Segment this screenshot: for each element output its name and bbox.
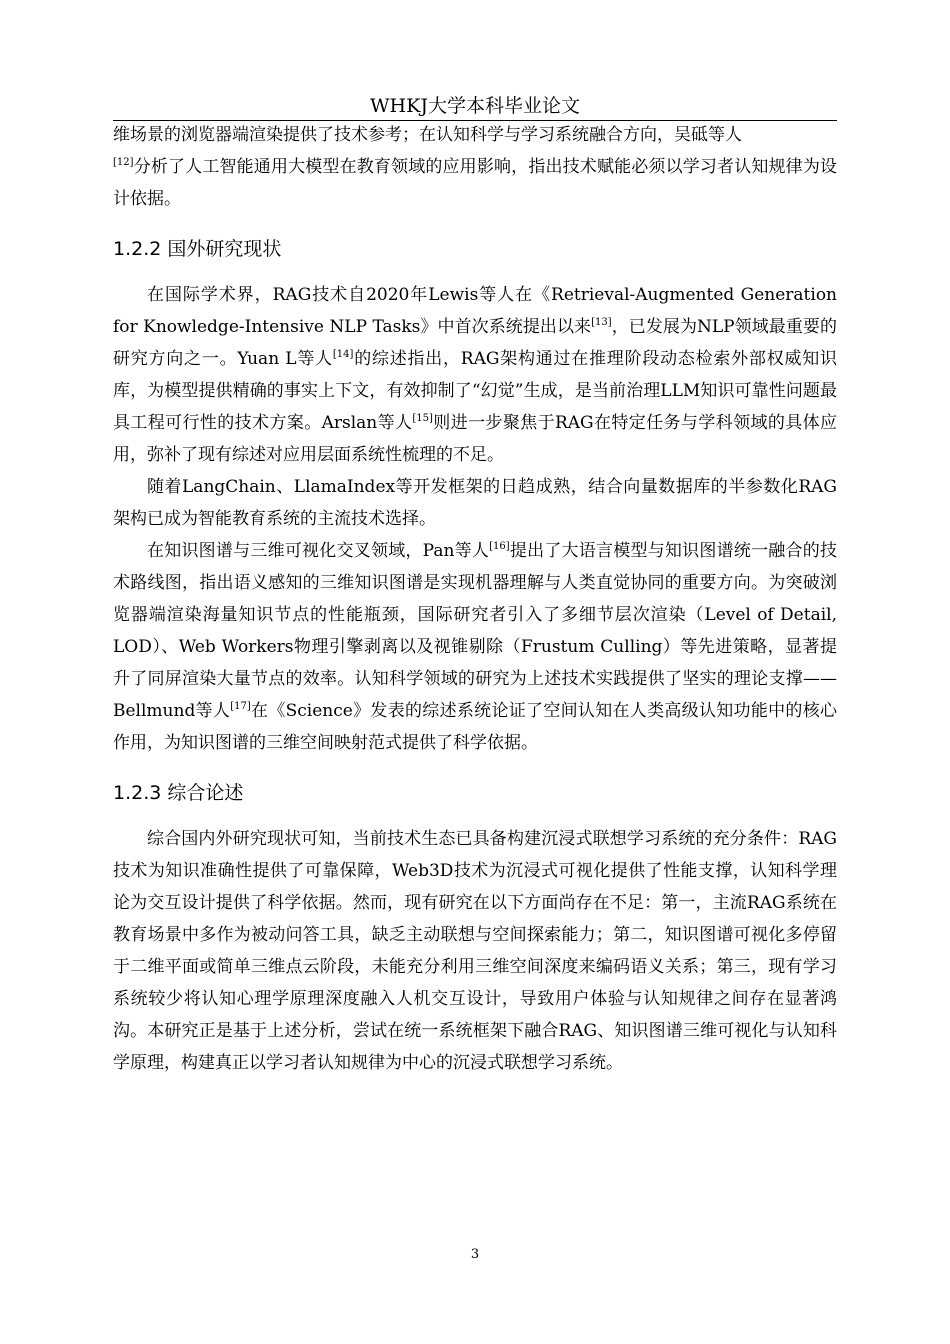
text-run: 的综述指出，RAG架构通过在推理阶段动态检索外部权威知识库，为模型提供精确的事实上下文，有效抑制了“幻觉”生成，是当前治理LLM知识可靠性问题最具工程可行性的技术方案。Arslan等人 <box>113 349 837 433</box>
section-heading-1-2-2: 1.2.2 国外研究现状 <box>113 238 282 260</box>
page-header: WHKJ大学本科毕业论文 <box>113 92 837 121</box>
paragraph-rag-overview <box>113 279 837 471</box>
citation-12: [12] <box>113 157 134 168</box>
citation-17: [17] <box>230 701 251 712</box>
paragraph-frameworks: 随着LangChain、LlamaIndex等开发框架的日趋成熟，结合向量数据库的半参数化RAG架构已成为智能教育系统的主流技术选择。 <box>113 477 837 529</box>
text-run: 维场景的浏览器端渲染提供了技术参考；在认知科学与学习系统融合方向，吴砥等人 <box>113 125 742 145</box>
text-run: 提出了大语言模型与知识图谱统一融合的技术路线图，指出语义感知的三维知识图谱是实现机器理解与人类直觉协同的重要方向。为突破浏览器端渲染海量知识节点的性能瓶颈，国际研究者引入了多细节层次渲染（Level of Detail, LOD）、Web Workers物理引擎剥离以及视锥剔除（Frustum Culling）等先进策略，显著提升了同屏渲染大量节点的效率。认知科学领域的研究为上述技术实践提供了坚实的理论支撑——Bellmund等人 <box>113 541 837 721</box>
text-run: 分析了人工智能通用大模型在教育领域的应用影响，指出技术赋能必须以学习者认知规律为设计依据。 <box>113 157 837 209</box>
citation-15: [15] <box>412 413 433 424</box>
paragraph-continued <box>113 119 837 215</box>
text-run: 在国际学术界，RAG技术自2020年Lewis等人在《Retrieval-Augmented Generation for Knowledge-Intensive NLP Tasks》中首次系统提出以来 <box>113 285 837 337</box>
citation-13: [13] <box>591 317 612 328</box>
text-run: ，已发展为NLP领域最重要的研究方向之一。Yuan L等人 <box>113 317 837 369</box>
paragraph-knowledge-graph <box>113 535 837 759</box>
text-run: 则进一步聚焦于RAG在特定任务与学科领域的具体应用，弥补了现有综述对应用层面系统性梳理的不足。 <box>113 413 837 465</box>
citation-14: [14] <box>332 349 354 360</box>
paragraph-summary: 综合国内外研究现状可知，当前技术生态已具备构建沉浸式联想学习系统的充分条件：RAG技术为知识准确性提供了可靠保障，Web3D技术为沉浸式可视化提供了性能支撑，认知科学理论为交互设计提供了科学依据。然而，现有研究在以下方面尚存在不足：第一，主流RAG系统在教育场景中多作为被动问答工具，缺乏主动联想与空间探索能力；第二，知识图谱可视化多停留于二维平面或简单三维点云阶段，未能充分利用三维空间深度来编码语义关系；第三，现有学习系统较少将认知心理学原理深度融入人机交互设计，导致用户体验与认知规律之间存在显著鸿沟。本研究正是基于上述分析，尝试在统一系统框架下融合RAG、知识图谱三维可视化与认知科学原理，构建真正以学习者认知规律为中心的沉浸式联想学习系统。 <box>113 829 837 1073</box>
page-number: 3 <box>470 1247 480 1262</box>
page-body <box>113 119 837 1079</box>
text-run: 在知识图谱与三维可视化交叉领域，Pan等人 <box>147 541 490 561</box>
citation-16: [16] <box>489 541 510 552</box>
section-heading-1-2-3: 1.2.3 综合论述 <box>113 782 244 804</box>
text-run: 在《Science》发表的综述系统论证了空间认知在人类高级认知功能中的核心作用，为知识图谱的三维空间映射范式提供了科学依据。 <box>113 701 838 753</box>
